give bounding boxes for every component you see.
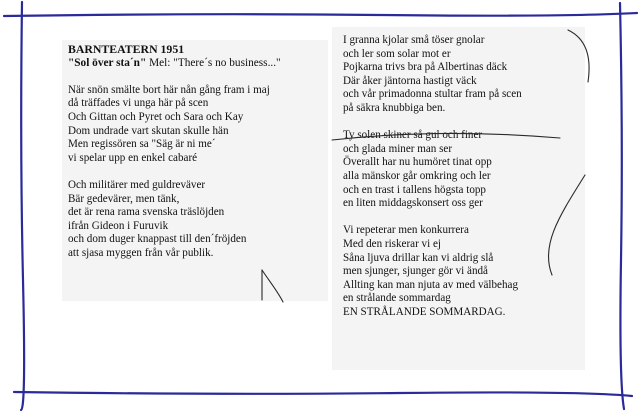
verse-line: Med den riskerar vi ej xyxy=(343,237,441,250)
verse-line: då träffades vi unga här på scen xyxy=(68,97,209,110)
verse-line: Och militärer med guldreväver xyxy=(68,178,206,191)
song-subtitle xyxy=(68,57,328,71)
verse-line: men sjunger, sjunger gör vi ändå xyxy=(343,265,488,278)
verse-line: Och Gittan och Pyret och Sara och Kay xyxy=(68,110,244,123)
verse-line: Såna ljuva drillar kan vi aldrig slå xyxy=(343,251,494,264)
stanza xyxy=(343,224,585,319)
left-clipping xyxy=(62,40,328,301)
verse-line: och dom duger knappast till den´fröjden xyxy=(68,233,247,246)
verse-line: vi spelar upp en enkel cabaré xyxy=(68,151,198,164)
verse-line: och glada miner man ser xyxy=(343,142,453,155)
song-name: "Sol över sta´n" xyxy=(68,56,147,69)
verse-line: och en trast i tallens högsta topp xyxy=(343,183,486,196)
verse-line: en liten middagskonsert oss ger xyxy=(343,197,483,210)
verse-line: EN STRÅLANDE SOMMARDAG. xyxy=(343,305,506,318)
verse-line: Bär gedevärer, men tänk, xyxy=(68,192,180,205)
verse-line: I granna kjolar små töser gnolar xyxy=(343,34,485,46)
right-clipping xyxy=(332,27,585,370)
song-title: BARNTEATERN 1951 xyxy=(68,42,185,56)
stanza xyxy=(68,179,328,261)
verse-line: Pojkarna trivs bra på Albertinas däck xyxy=(343,61,508,74)
verse-line: Dom undrade vart skutan skulle hän xyxy=(68,124,229,137)
stanza xyxy=(68,84,328,166)
stanza xyxy=(343,129,585,211)
verse-line: en strålande sommardag xyxy=(343,292,451,305)
verse-line: det är rena rama svenska träslöjden xyxy=(68,206,225,219)
verse-line: När snön smälte bort här nån gång fram i maj xyxy=(68,83,270,96)
verse-line: ifrån Gideon i Furuvik xyxy=(68,219,169,232)
verse-line: Men regissören sa "Säg är ni me´ xyxy=(68,138,216,151)
verse-line: Vi repeterar men konkurrera xyxy=(343,224,469,237)
verse-line: Överallt har nu humöret tinat opp xyxy=(343,156,492,169)
verse-line: Allting kan man njuta av med välbehag xyxy=(343,278,518,291)
verse-line: att sjasa myggen från vår publik. xyxy=(68,246,214,259)
melody-note: Mel: "There´s no business..." xyxy=(149,56,281,69)
verse-line: Där åker jäntorna hastigt väck xyxy=(343,74,477,87)
verse-line: och ler som solar mot er xyxy=(343,47,451,60)
verse-line: alla mänskor går omkring och ler xyxy=(343,169,491,182)
verse-line: på säkra knubbiga ben. xyxy=(343,101,446,114)
stanza xyxy=(343,34,585,116)
verse-line: Ty solen skiner så gul och finer xyxy=(343,129,483,142)
verse-line: och vår primadonna stultar fram på scen xyxy=(343,88,522,101)
